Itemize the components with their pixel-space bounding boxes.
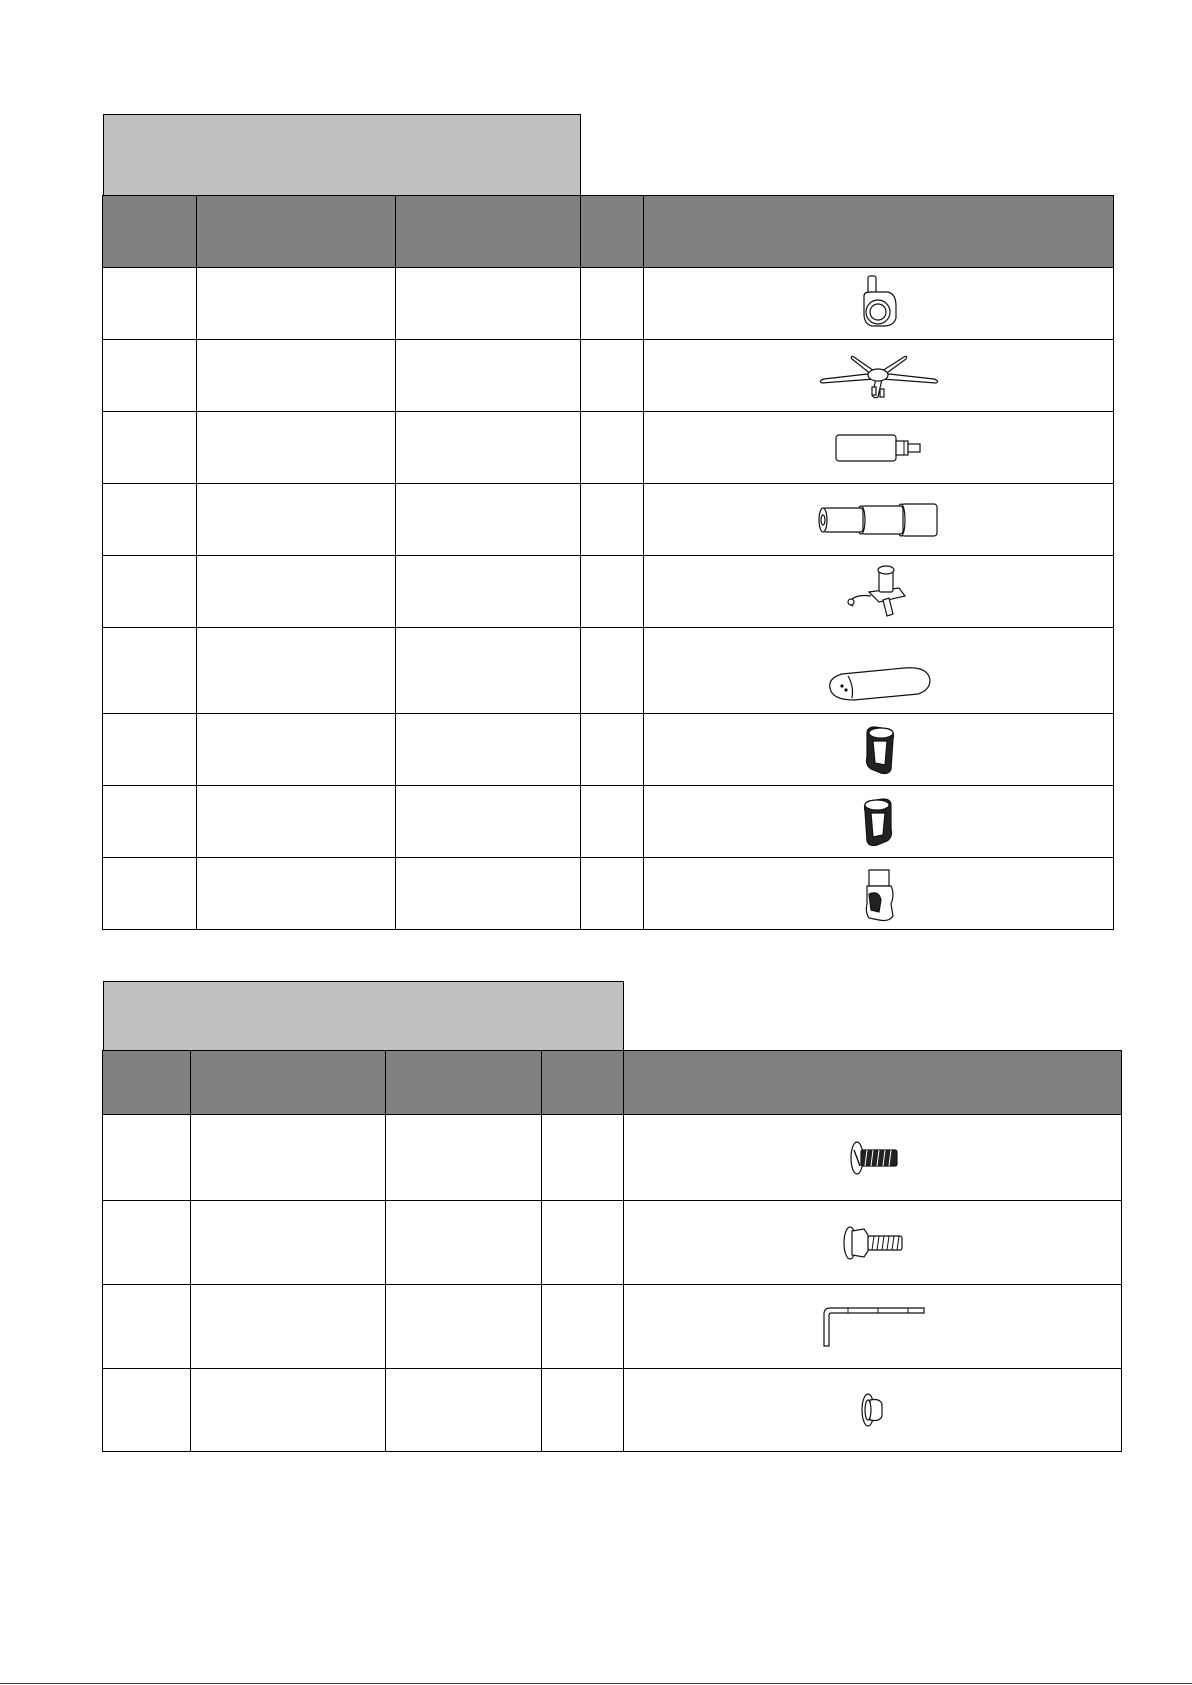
- parts-header-no: [103, 196, 197, 268]
- plug-cap-icon: [858, 1390, 888, 1430]
- hardware-qty-cell: [542, 1285, 624, 1369]
- part-code-cell: [396, 556, 581, 628]
- gas-cylinder-icon: [834, 431, 924, 465]
- hardware-table-title: [103, 981, 624, 1051]
- part-number-cell: [103, 714, 197, 786]
- hardware-name-cell: [191, 1201, 386, 1285]
- hardware-qty-cell: [542, 1201, 624, 1285]
- part-code-cell: [396, 268, 581, 340]
- part-code-cell: [396, 714, 581, 786]
- part-qty-cell: [581, 556, 644, 628]
- hardware-image-cell: [624, 1369, 1122, 1452]
- part-code-cell: [396, 628, 581, 714]
- armrest-right-icon: [859, 795, 899, 849]
- seat-cushion-icon: [824, 636, 934, 706]
- table-row: [103, 556, 1114, 628]
- hardware-number-cell: [103, 1115, 191, 1201]
- hardware-number-cell: [103, 1201, 191, 1285]
- part-code-cell: [396, 340, 581, 412]
- part-number-cell: [103, 484, 197, 556]
- hardware-image-cell: [624, 1201, 1122, 1285]
- tilt-mechanism-icon: [839, 562, 919, 622]
- cylinder-cover-icon: [817, 502, 941, 538]
- hardware-header-picture: [624, 1051, 1122, 1115]
- part-number-cell: [103, 786, 197, 858]
- hardware-code-cell: [386, 1369, 542, 1452]
- part-name-cell: [197, 268, 396, 340]
- hardware-name-cell: [191, 1115, 386, 1201]
- part-number-cell: [103, 412, 197, 484]
- part-image-cell: [644, 628, 1114, 714]
- flat-head-bolt-icon: [843, 1138, 903, 1178]
- hardware-qty-cell: [542, 1115, 624, 1201]
- hardware-name-cell: [191, 1369, 386, 1452]
- star-base-icon: [814, 351, 944, 401]
- part-name-cell: [197, 786, 396, 858]
- caster-wheel-icon: [854, 274, 904, 334]
- hardware-header-qty: [542, 1051, 624, 1115]
- hardware-header-name: [191, 1051, 386, 1115]
- hardware-number-cell: [103, 1285, 191, 1369]
- hardware-code-cell: [386, 1115, 542, 1201]
- hardware-name-cell: [191, 1285, 386, 1369]
- part-image-cell: [644, 412, 1114, 484]
- part-qty-cell: [581, 628, 644, 714]
- part-number-cell: [103, 858, 197, 930]
- table-row: [103, 484, 1114, 556]
- part-name-cell: [197, 412, 396, 484]
- table-row: [103, 268, 1114, 340]
- table-row: [103, 858, 1114, 930]
- part-name-cell: [197, 714, 396, 786]
- hardware-number-cell: [103, 1369, 191, 1452]
- table-row: [103, 340, 1114, 412]
- parts-table: [102, 195, 1114, 930]
- part-name-cell: [197, 628, 396, 714]
- part-number-cell: [103, 340, 197, 412]
- parts-header-name: [197, 196, 396, 268]
- part-qty-cell: [581, 714, 644, 786]
- part-image-cell: [644, 340, 1114, 412]
- hardware-table: [102, 1050, 1122, 1452]
- table-row: [103, 714, 1114, 786]
- part-image-cell: [644, 268, 1114, 340]
- parts-table-title: [103, 114, 581, 196]
- part-name-cell: [197, 858, 396, 930]
- table-row: [103, 1201, 1122, 1285]
- part-number-cell: [103, 556, 197, 628]
- hardware-header-code: [386, 1051, 542, 1115]
- hardware-qty-cell: [542, 1369, 624, 1452]
- part-qty-cell: [581, 484, 644, 556]
- part-qty-cell: [581, 340, 644, 412]
- part-qty-cell: [581, 786, 644, 858]
- part-number-cell: [103, 268, 197, 340]
- part-image-cell: [644, 858, 1114, 930]
- part-code-cell: [396, 484, 581, 556]
- part-code-cell: [396, 786, 581, 858]
- hardware-header-row: [103, 1051, 1122, 1115]
- part-image-cell: [644, 484, 1114, 556]
- table-row: [103, 1285, 1122, 1369]
- hardware-image-cell: [624, 1115, 1122, 1201]
- hardware-image-cell: [624, 1285, 1122, 1369]
- parts-header-qty: [581, 196, 644, 268]
- part-image-cell: [644, 786, 1114, 858]
- table-row: [103, 412, 1114, 484]
- table-row: [103, 1369, 1122, 1452]
- part-code-cell: [396, 858, 581, 930]
- part-name-cell: [197, 340, 396, 412]
- part-image-cell: [644, 714, 1114, 786]
- parts-header-picture: [644, 196, 1114, 268]
- hardware-code-cell: [386, 1285, 542, 1369]
- part-code-cell: [396, 412, 581, 484]
- page-bottom-rule: [0, 1683, 1192, 1684]
- hardware-header-no: [103, 1051, 191, 1115]
- part-name-cell: [197, 556, 396, 628]
- part-name-cell: [197, 484, 396, 556]
- table-row: [103, 1115, 1122, 1201]
- part-image-cell: [644, 556, 1114, 628]
- hex-washer-bolt-icon: [838, 1223, 908, 1263]
- allen-key-icon: [818, 1304, 928, 1350]
- parts-header-code: [396, 196, 581, 268]
- backrest-connector-icon: [859, 864, 899, 924]
- part-qty-cell: [581, 858, 644, 930]
- parts-header-row: [103, 196, 1114, 268]
- part-number-cell: [103, 628, 197, 714]
- table-row: [103, 628, 1114, 714]
- hardware-code-cell: [386, 1201, 542, 1285]
- part-qty-cell: [581, 412, 644, 484]
- armrest-left-icon: [859, 723, 899, 777]
- table-row: [103, 786, 1114, 858]
- part-qty-cell: [581, 268, 644, 340]
